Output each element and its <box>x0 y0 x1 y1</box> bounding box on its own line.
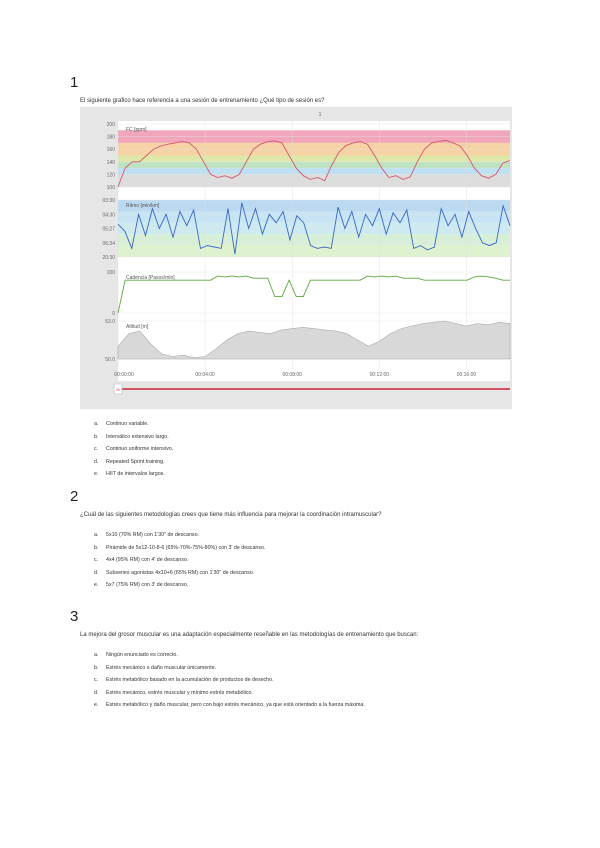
y-tick-label: 06:34 <box>102 240 115 247</box>
question-prompt: La mejora del grosor muscular es una adaptación especialmente reseñable en las metodologías de entrenamiento que buscan: <box>80 632 419 638</box>
hr-zone-band <box>118 162 510 168</box>
option-q1-c[interactable]: c. Continuo uniforme intensivo. <box>94 446 174 452</box>
question-number: 2 <box>70 488 79 505</box>
x-tick-label: 00:12:00 <box>369 372 390 378</box>
q2-options <box>94 532 265 595</box>
scrubber-grip-icon: III <box>116 387 120 392</box>
hr-zone-marker <box>118 168 122 174</box>
y-tick-label: 0 <box>112 311 115 317</box>
y-tick-label: 140 <box>106 159 115 166</box>
y-tick-label: 120 <box>106 172 115 179</box>
y-tick-label: 50.0 <box>105 357 115 363</box>
hr-zone-band <box>118 168 510 174</box>
q1-options <box>94 421 173 484</box>
pace-zone-band <box>118 234 510 245</box>
chart-title: 1 <box>318 112 322 118</box>
y-tick-label: 100 <box>106 270 115 276</box>
y-tick-label: 180 <box>106 134 115 141</box>
hr-zone-band <box>118 174 510 187</box>
y-tick-label: 03:30 <box>102 198 115 204</box>
option-q1-d[interactable]: d. Repeated Sprint training. <box>94 458 165 465</box>
y-tick-label: 100 <box>106 185 115 191</box>
option-q1-e[interactable]: e. HIIT de intervalos largos. <box>94 471 165 477</box>
panel-label: FC [ppm] <box>126 127 147 133</box>
pace-zone-band <box>118 200 510 211</box>
panel-label: Altitud [m] <box>126 324 149 330</box>
x-tick-label: 00:04:00 <box>195 372 215 378</box>
option-q2-c[interactable]: c. 4x4 (95% RM) con 4' de descanso. <box>94 557 189 563</box>
panel-label: Cadencia [Pasos/min] <box>126 275 175 281</box>
question-number: 1 <box>70 74 79 91</box>
y-tick-label: 53.0 <box>105 319 115 325</box>
option-q1-b[interactable]: b. Interválico extensivo largo. <box>94 433 169 440</box>
question-prompt: ¿Cuál de las siguientes metodologías crees que tiene más influencia para mejorar la coordinación intramuscular? <box>80 512 382 518</box>
y-tick-label: 05:27 <box>102 226 115 233</box>
x-tick-label: 00:08:00 <box>282 372 302 378</box>
option-q2-a[interactable]: a. 5x10 (70% RM) con 1'30" de descanso. <box>94 532 199 538</box>
x-tick-label: 00:16:00 <box>456 372 477 378</box>
q3-options <box>94 652 365 715</box>
option-q2-b[interactable]: b. Pirámide de 5x12-10-8-6 (65%-70%-75%-80%) con 3' de descanso. <box>94 544 266 551</box>
x-tick-label: 00:00:00 <box>114 372 134 378</box>
training-session-chart <box>80 107 512 409</box>
panel-label: Ritmo [min/km] <box>126 203 160 209</box>
y-tick-label: 160 <box>106 147 115 154</box>
question-number: 3 <box>70 608 79 625</box>
hr-zone-marker <box>118 162 122 168</box>
hr-zone-marker <box>118 156 122 162</box>
option-q3-a[interactable]: a. Ningún enunciado es correcto. <box>94 652 178 658</box>
option-q3-b[interactable]: b. Estrés mecánico o daño muscular únicamente. <box>94 664 217 671</box>
option-q2-e[interactable]: e. 5x7 (75% RM) con 3' de descanso. <box>94 582 189 588</box>
option-q3-e[interactable]: e. Estrés metabólico y daño muscular, pero con bajo estrés mecánico, ya que está orientado a la fuerza máxima. <box>94 702 365 708</box>
y-tick-label: 20:30 <box>102 255 115 261</box>
option-q2-d[interactable]: d. Subseries agonistas 4x10+6 (65% RM) con 1'30" de descanso. <box>94 569 255 576</box>
y-tick-label: 200 <box>106 122 115 128</box>
y-tick-label: 04:30 <box>102 212 115 219</box>
question-prompt: El siguiente grafico hace referencia a una sesión de entrenamiento ¿Qué tipo de sesión es? <box>80 98 325 104</box>
option-q3-c[interactable]: c. Estrés metabólico basado en la acumulación de productos de desecho. <box>94 677 274 683</box>
option-q3-d[interactable]: d. Estrés mecánico, estrés muscular y mínimo estrés metabólico. <box>94 689 253 696</box>
hr-zone-band <box>118 156 510 162</box>
option-q1-a[interactable]: a. Continuo variable. <box>94 421 149 427</box>
